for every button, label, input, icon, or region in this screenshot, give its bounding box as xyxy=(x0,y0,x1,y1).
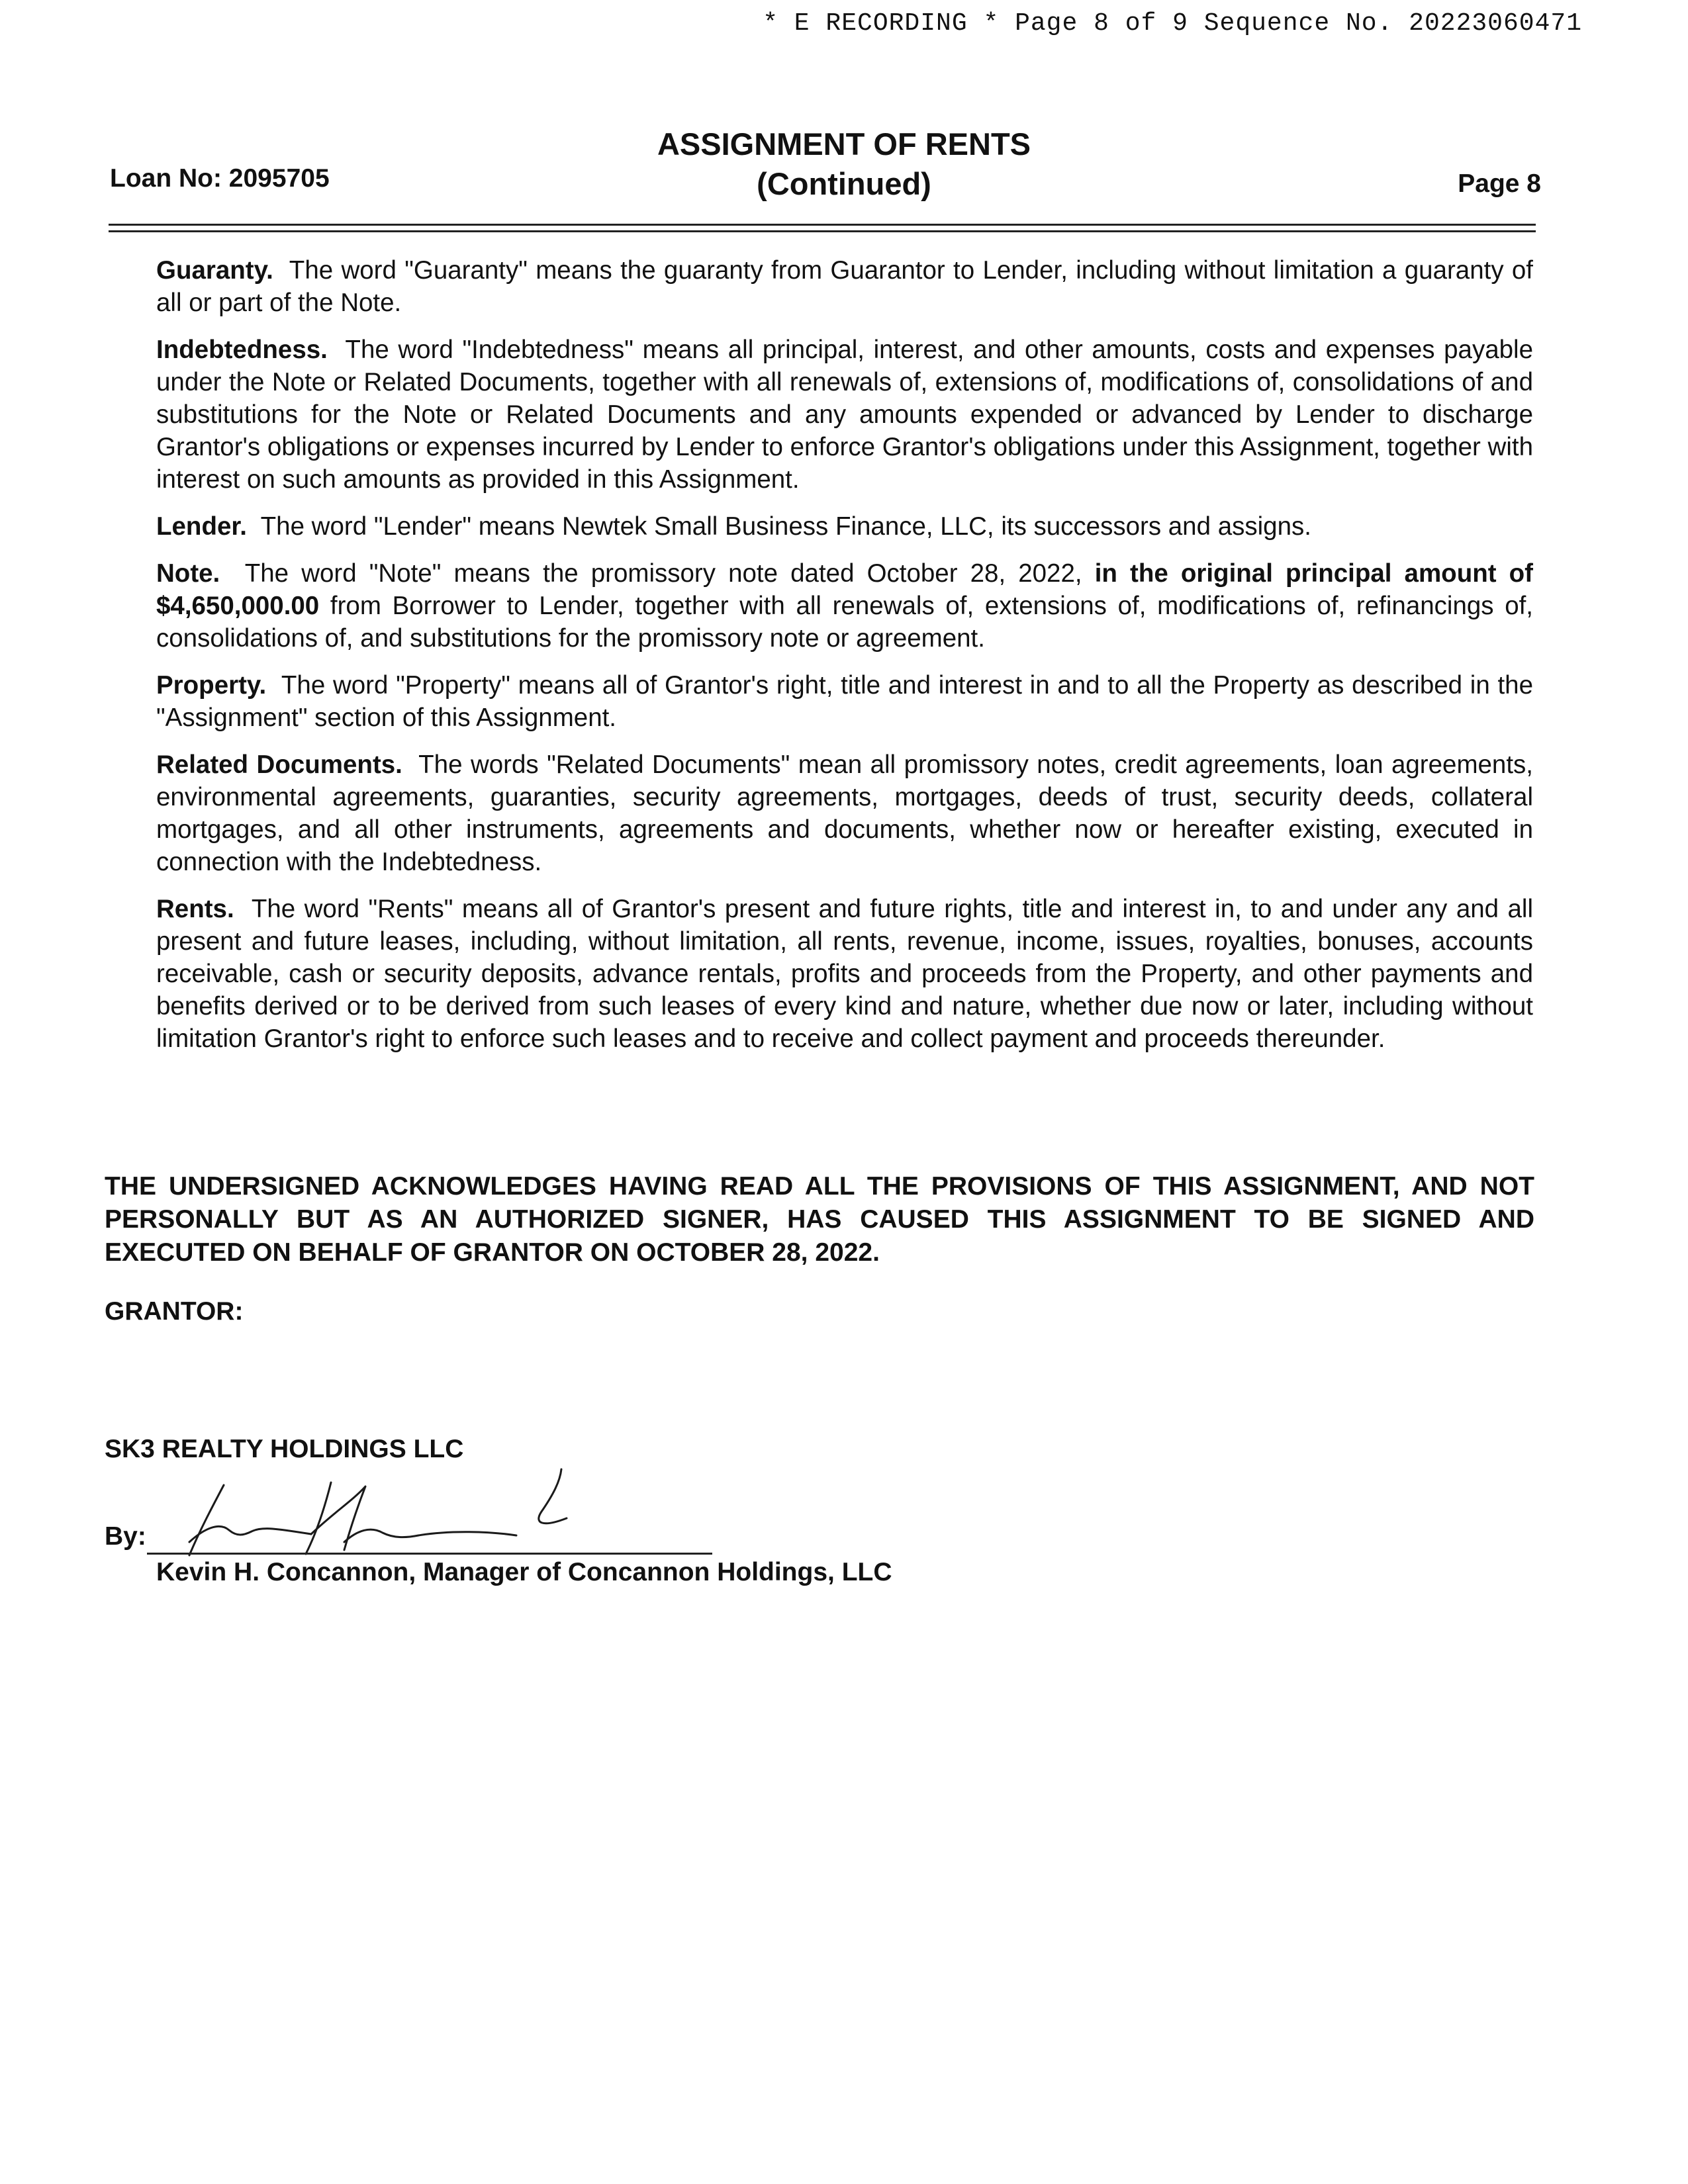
definition-text: The word "Note" means the promissory note dated October 28, 2022, xyxy=(244,559,1082,588)
definition-term: Property. xyxy=(156,671,267,700)
page-number: Page 8 xyxy=(1458,169,1541,198)
definition-text: The word "Lender" means Newtek Small Business Finance, LLC, its successors and assigns. xyxy=(260,512,1311,541)
signature-stroke xyxy=(306,1482,331,1554)
definition-term: Lender. xyxy=(156,512,247,541)
title-line-1: ASSIGNMENT OF RENTS xyxy=(657,126,1031,161)
definition-indebtedness xyxy=(156,334,1533,496)
signer-name-title: Kevin H. Concannon, Manager of Concannon Holdings, LLC xyxy=(156,1558,892,1586)
definition-related-documents xyxy=(156,749,1533,878)
definition-lender xyxy=(156,510,1533,543)
definition-note xyxy=(156,557,1533,655)
definition-term: Note. xyxy=(156,559,220,588)
loan-number: Loan No: 2095705 xyxy=(110,164,330,193)
definition-term: Guaranty. xyxy=(156,256,273,285)
by-label: By: xyxy=(105,1522,146,1551)
signature-stroke xyxy=(189,1526,311,1542)
definition-property xyxy=(156,669,1533,734)
acknowledgment-statement: THE UNDERSIGNED ACKNOWLEDGES HAVING READ ALL THE PROVISIONS OF THIS ASSIGNMENT, AND NOT PERSONALLY BUT AS AN AUTHORIZED SIGNER, HAS CAUSED THIS ASSIGNMENT TO BE SIGNED AND EXECUTED ON BEHALF OF GRANTOR ON OCTOBER 28, 2022. xyxy=(105,1172,1534,1267)
signature-stroke xyxy=(344,1529,516,1542)
definition-text-bold: in the original principal amount of $4,650,000.00 xyxy=(156,559,1533,620)
title-line-2: (Continued) xyxy=(757,166,931,201)
signature-line xyxy=(147,1553,712,1555)
definition-text: The word "Property" means all of Grantor's right, title and interest in and to all the Property as described in the "Assignment" section of this Assignment. xyxy=(156,671,1533,732)
definition-term: Related Documents. xyxy=(156,751,402,779)
signature-stroke xyxy=(311,1486,365,1550)
header-rule-bottom xyxy=(109,230,1536,232)
definitions-section xyxy=(156,254,1533,1069)
recording-header: * E RECORDING * Page 8 of 9 Sequence No. 20223060471 xyxy=(763,9,1582,38)
grantor-label: GRANTOR: xyxy=(105,1297,244,1326)
grantor-entity-name: SK3 REALTY HOLDINGS LLC xyxy=(105,1435,464,1463)
definition-guaranty xyxy=(156,254,1533,319)
definition-rents xyxy=(156,893,1533,1055)
signature-stroke xyxy=(539,1469,567,1524)
definition-text: The word "Rents" means all of Grantor's present and future rights, title and interest in, to and under any and all present and future leases, including, without limitation, all rents, revenue, income, issues, royalties, bonuses, accounts receivable, cash or security deposits, advance rentals, profits and proceeds from the Property, and other payments and benefits derived or to be derived from such leases of every kind and nature, whether due now or later, including without limitation Grantor's right to enforce such leases and to receive and collect payment and proceeds thereunder. xyxy=(156,895,1534,1053)
handwritten-signature xyxy=(146,1443,741,1575)
definition-text: The word "Indebtedness" means all principal, interest, and other amounts, costs and expenses payable under the Note or Related Documents, together with all renewals of, extensions of, modifications of, consolidations of and substitutions for the Note or Related Documents and any amounts expended or advanced by Lender to discharge Grantor's obligations or expenses incurred by Lender to enforce Grantor's obligations under this Assignment, together with interest on such amounts as provided in this Assignment. xyxy=(156,336,1533,494)
header-rule-top xyxy=(109,224,1536,226)
definition-term: Rents. xyxy=(156,895,234,923)
definition-text: The word "Guaranty" means the guaranty from Guarantor to Lender, including without limitation a guaranty of all or part of the Note. xyxy=(156,256,1533,317)
signature-stroke xyxy=(189,1485,224,1555)
definition-term: Indebtedness. xyxy=(156,336,328,364)
definition-text: from Borrower to Lender, together with all renewals of, extensions of, modifications of, refinancings of, consolidations of, and substitutions for the promissory note or agreement. xyxy=(156,592,1533,653)
definition-text: The words "Related Documents" mean all promissory notes, credit agreements, loan agreements, environmental agreements, guaranties, security agreements, mortgages, deeds of trust, security deeds, collateral mortgages, and all other instruments, agreements and documents, whether now or hereafter existing, executed in connection with the Indebtedness. xyxy=(156,751,1533,876)
